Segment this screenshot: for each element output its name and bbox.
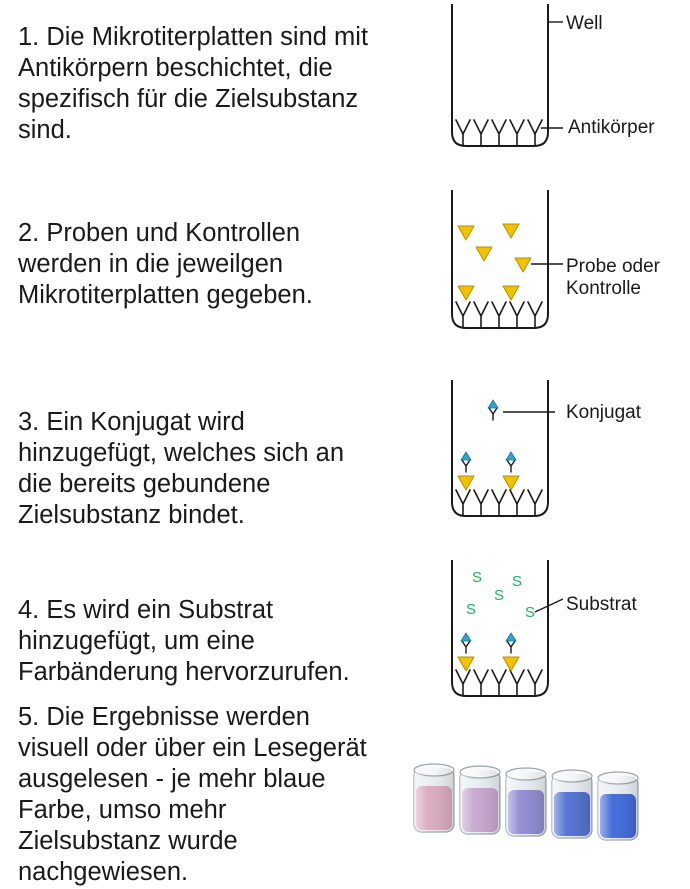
step-5-line: ausgelesen - je mehr blaue	[18, 765, 326, 793]
well-3	[452, 380, 642, 516]
step-2-line: Mikrotiterplatten gegeben.	[18, 281, 313, 309]
sample-label-line1: Probe oder	[566, 256, 661, 277]
result-vials	[414, 764, 638, 840]
substrate-letter: S	[472, 569, 483, 586]
step-1-line: 1. Die Mikrotiterplatten sind mit	[18, 23, 369, 51]
step-4-line: 4. Es wird ein Substrat	[18, 596, 274, 624]
antibody-label: Antikörper	[568, 117, 655, 138]
antibody-row	[456, 120, 542, 146]
substrate-letter: S	[512, 573, 523, 590]
substrate-molecules	[466, 569, 535, 621]
step-5-line: nachgewiesen.	[18, 858, 189, 886]
substrate-letter: S	[494, 587, 505, 604]
step-1-line: sind.	[18, 116, 72, 144]
vial	[552, 770, 592, 838]
step-5-line: Zielsubstanz wurde	[18, 827, 238, 855]
substrate-letter: S	[525, 604, 536, 621]
sample-molecules	[458, 224, 531, 300]
conjugate-label: Konjugat	[566, 402, 642, 423]
well-1	[452, 4, 655, 146]
step-3-line: hinzugefügt, welches sich an	[18, 439, 345, 467]
step-4-line: hinzugefügt, um eine	[18, 627, 255, 655]
step-3-line: die bereits gebundene	[18, 470, 271, 498]
step-1-line: spezifisch für die Zielsubstanz	[18, 85, 359, 113]
substrate-label: Substrat	[566, 594, 637, 615]
well-label: Well	[566, 13, 603, 34]
vial	[460, 766, 500, 834]
step-4-line: Farbänderung hervorzurufen.	[18, 658, 350, 686]
step-5-line: 5. Die Ergebnisse werden	[18, 703, 310, 731]
substrate-letter: S	[466, 601, 477, 618]
step-5-line: Farbe, umso mehr	[18, 796, 227, 824]
well-4	[452, 560, 637, 696]
step-2-line: werden in die jeweilgen	[18, 250, 284, 278]
step-1-line: Antikörpern beschichtet, die	[18, 54, 333, 82]
step-2-line: 2. Proben und Kontrollen	[18, 219, 301, 247]
well-2	[452, 190, 661, 328]
vial	[414, 764, 454, 832]
step-5-line: visuell oder über ein Lesegerät	[18, 734, 367, 762]
step-3-line: 3. Ein Konjugat wird	[18, 408, 245, 436]
vial	[598, 772, 638, 840]
free-conjugate	[488, 400, 498, 420]
vial	[506, 768, 546, 836]
step-3-line: Zielsubstanz bindet.	[18, 501, 245, 529]
sample-label-line2: Kontrolle	[566, 278, 641, 299]
